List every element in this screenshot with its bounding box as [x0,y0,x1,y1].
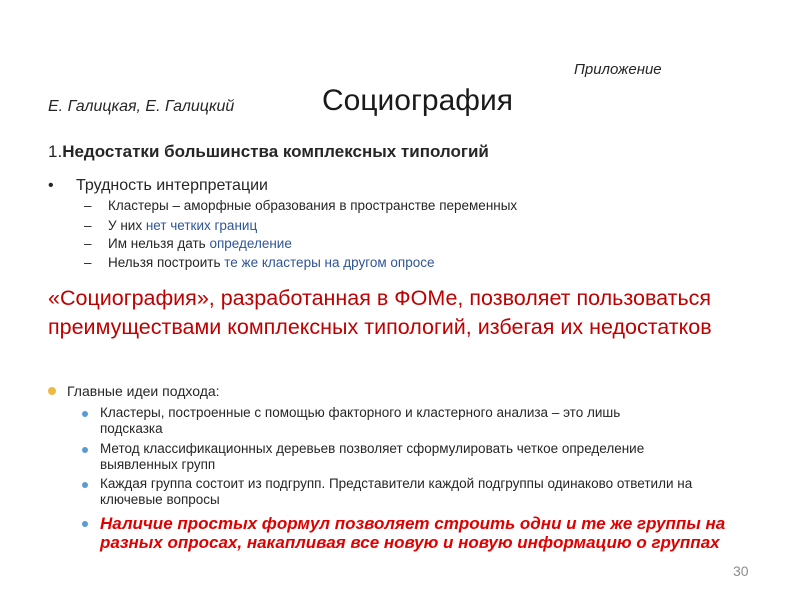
sub-item-highlight: нет четких границ [145,218,258,233]
idea-item [82,405,680,437]
dash-icon: – [84,255,92,270]
slide-title: Социография [322,84,513,117]
emphasis-item [82,514,790,552]
dash-icon: – [84,236,92,251]
dash-icon: – [84,198,92,213]
sub-item-text: У них [108,218,146,233]
idea-item-text: Метод классификационных деревьев позволяет сформулировать четкое определение выявленных групп [100,441,645,472]
bullet-dot-icon: • [48,177,54,194]
page-number: 30 [733,563,749,579]
ideas-heading-text: Главные идеи подхода: [67,383,220,399]
dash-icon: – [84,218,92,233]
sub-item-text: Нельзя построить [108,255,225,270]
sub-item [84,198,517,213]
idea-item-text: Каждая группа состоит из подгрупп. Представители каждой подгруппы одинаково ответили на ключевые вопросы [100,476,693,507]
blue-bullet-icon [82,482,88,488]
section-number: 1. [48,142,63,161]
blue-bullet-icon [82,521,88,527]
appendix-label: Приложение [574,61,662,78]
section-heading [48,142,489,162]
statement-paragraph: «Социография», разработанная в ФОМе, позволяет пользоваться преимуществами комплексных типологий, избегая их недостатков [48,286,712,339]
ideas-heading [48,383,220,399]
main-bullet [48,177,268,195]
sub-item-text: Им нельзя дать [108,236,210,251]
sub-item [84,255,434,270]
idea-item [82,476,740,508]
sub-item [84,218,257,233]
sub-item-text: Кластеры – аморфные образования в пространстве переменных [108,198,518,213]
idea-item-text: Кластеры, построенные с помощью факторного и кластерного анализа – это лишь подсказка [100,405,621,436]
emphasis-text: Наличие простых формул позволяет строить одни и те же группы на разных опросах, накапливая все новую и новую информацию о группах [100,514,726,552]
section-heading-text: Недостатки большинства комплексных типологий [62,142,489,161]
blue-bullet-icon [82,447,88,453]
sub-item-highlight: те же кластеры на другом опросе [224,255,435,270]
orange-bullet-icon [48,387,56,395]
blue-bullet-icon [82,411,88,417]
idea-item [82,441,700,473]
authors: Е. Галицкая, Е. Галицкий [48,98,235,115]
main-bullet-text: Трудность интерпретации [76,177,268,194]
sub-item [84,236,292,251]
sub-item-highlight: определение [209,236,292,251]
